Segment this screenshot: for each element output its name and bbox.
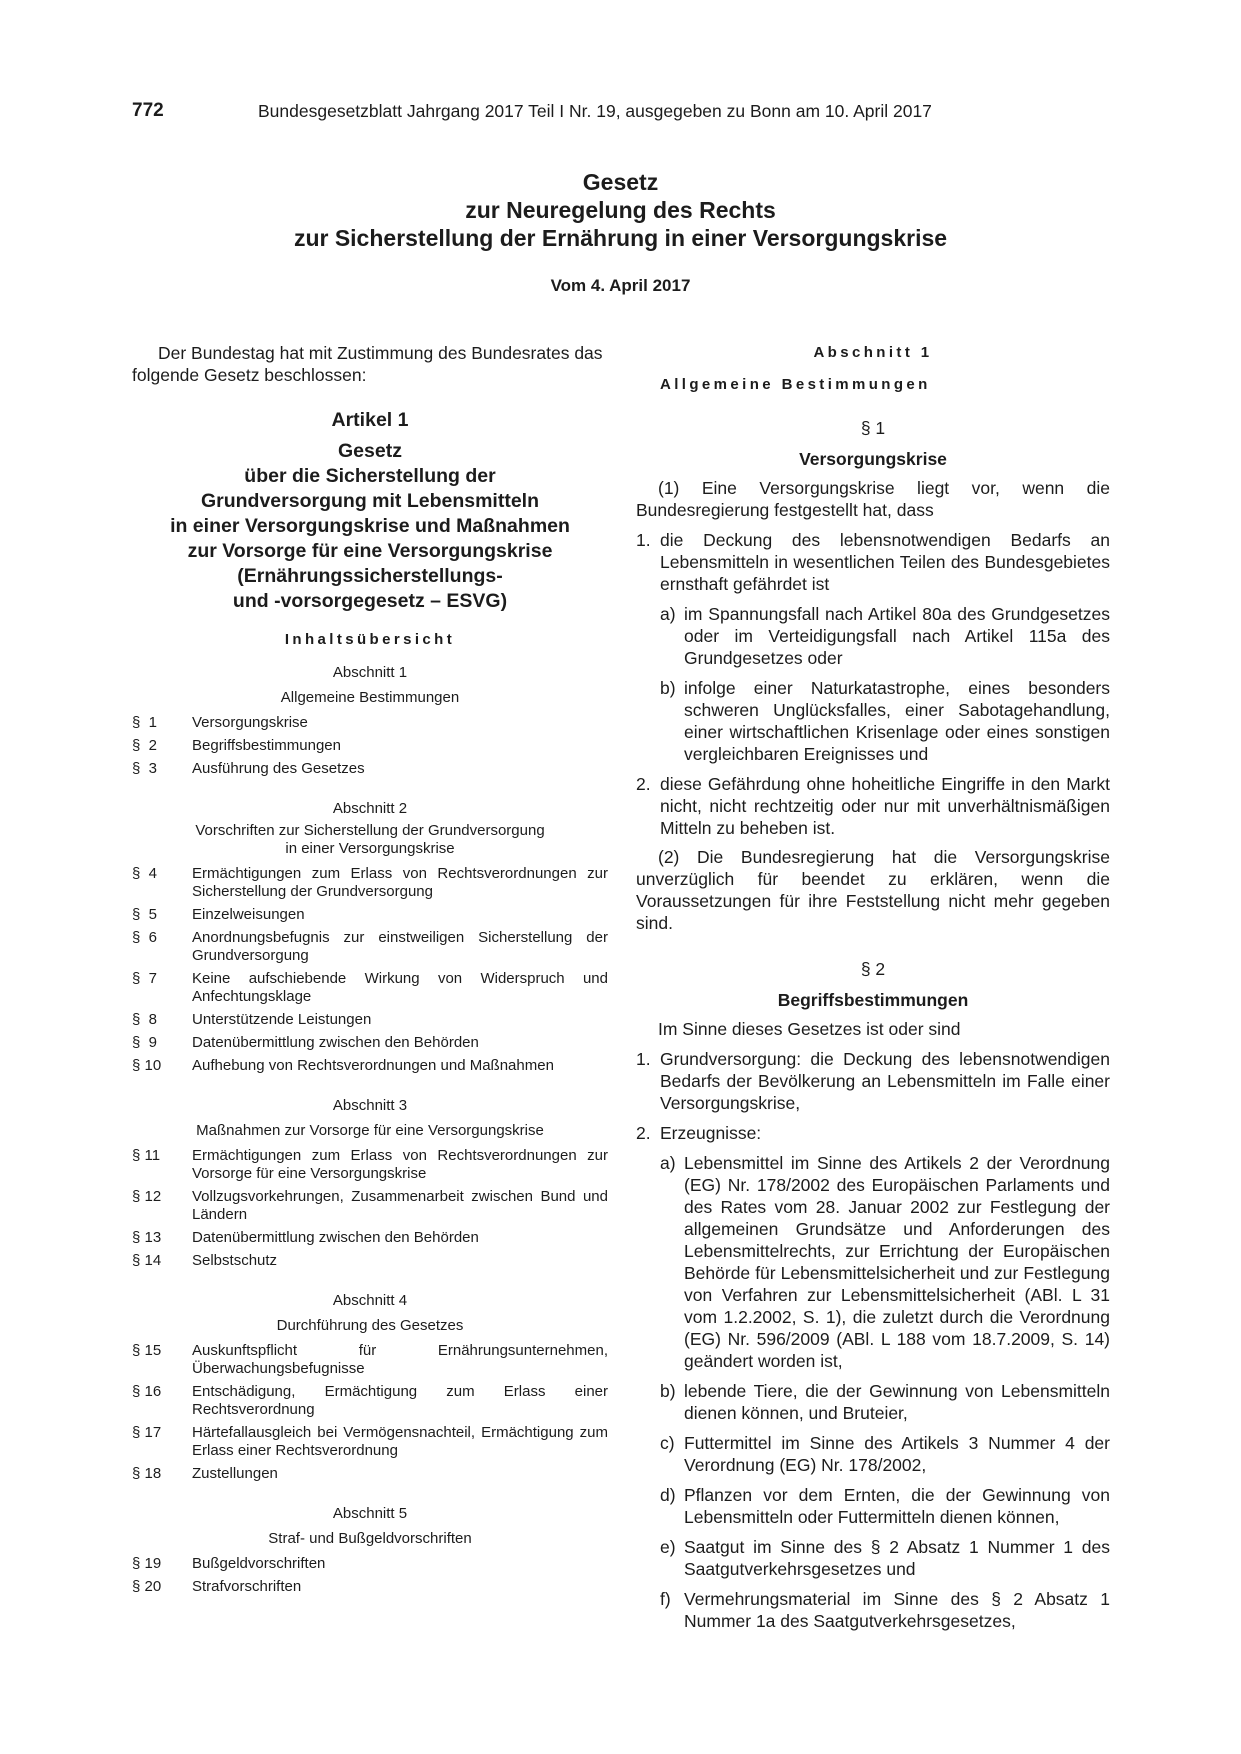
toc-entry (132, 906, 608, 924)
toc-paragraph-number: § 19 (132, 1555, 162, 1572)
table-of-contents (132, 664, 608, 1596)
article-law-title (132, 439, 608, 614)
toc-paragraph-title: Ermächtigungen zum Erlass von Rechtsverordnungen zur Sicherstellung der Grundversorgung (192, 865, 608, 900)
list-number: 1. (636, 1049, 651, 1069)
sub-text: Pflanzen vor dem Ernten, die der Gewinnung von Lebensmitteln oder Futtermitteln dienen können, (684, 1485, 1110, 1527)
toc-entry (132, 1342, 608, 1378)
paragraph-title: Versorgungskrise (799, 449, 947, 469)
toc-paragraph-number: § 5 (132, 906, 158, 923)
enactment-clause: Der Bundestag hat mit Zustimmung des Bundesrates das folgende Gesetz beschlossen: (132, 343, 603, 385)
toc-paragraph-number: § 16 (132, 1383, 162, 1400)
toc-paragraph-title: Ausführung des Gesetzes (192, 760, 365, 777)
sub-text: lebende Tiere, die der Gewinnung von Lebensmitteln dienen können, und Bruteier, (684, 1381, 1110, 1423)
toc-paragraph-title: Härtefallausgleich bei Vermögensnachteil, Ermächtigung zum Erlass einer Rechtsverordnung (192, 1424, 608, 1459)
section-number: Abschnitt 1 (813, 344, 933, 361)
toc-paragraph-number: § 4 (132, 865, 158, 882)
article-heading: Artikel 1 (331, 409, 409, 431)
article-title-line: Grundversorgung mit Lebensmitteln (200, 490, 540, 512)
list-item (636, 529, 1110, 595)
sub-item (660, 1432, 1110, 1476)
toc-paragraph-title: Ermächtigungen zum Erlass von Rechtsverordnungen zur Vorsorge für eine Versorgungskrise (192, 1147, 608, 1182)
paragraph-text: (2) Die Bundesregierung hat die Versorgungskrise unverzüglich für beendet zu erklären, wenn die Voraussetzungen für ihre Feststellung nicht mehr gegeben sind. (636, 847, 1110, 933)
title-line-1: Gesetz (582, 169, 659, 195)
toc-paragraph-number: § 9 (132, 1034, 158, 1051)
toc-paragraph-title: Aufhebung von Rechtsverordnungen und Maßnahmen (192, 1057, 554, 1074)
article-title-line: zur Vorsorge für eine Versorgungskrise (187, 540, 553, 562)
toc-paragraph-title: Anordnungsbefugnis zur einstweiligen Sicherstellung der Grundversorgung (192, 929, 608, 964)
toc-section-number: Abschnitt 1 (332, 664, 408, 681)
toc-section (132, 1097, 608, 1270)
paragraph-text: Im Sinne dieses Gesetzes ist oder sind (658, 1019, 961, 1039)
article-title-line: (Ernährungssicherstellungs- (237, 565, 503, 587)
title-line-2: zur Neuregelung des Rechts (465, 197, 776, 223)
toc-paragraph-title: Datenübermittlung zwischen den Behörden (192, 1229, 479, 1246)
toc-paragraph-title: Bußgeldvorschriften (192, 1555, 326, 1572)
toc-paragraph-number: § 13 (132, 1229, 162, 1246)
sub-item (660, 1536, 1110, 1580)
running-title: Bundesgesetzblatt Jahrgang 2017 Teil I Nr. 19, ausgegeben zu Bonn am 10. April 2017 (258, 101, 932, 121)
sub-text: im Spannungsfall nach Artikel 80a des Grundgesetzes oder im Verteidigungsfall nach Artikel 115a des Grundgesetzes oder (684, 604, 1110, 668)
list-text: Erzeugnisse: (660, 1123, 762, 1143)
toc-paragraph-number: § 12 (132, 1188, 162, 1205)
toc-section (132, 664, 608, 778)
list-number: 1. (636, 530, 651, 550)
page-number: 772 (132, 100, 164, 121)
article-title-line: und -vorsorgegesetz – ESVG) (232, 590, 508, 612)
toc-paragraph-title: Selbstschutz (192, 1252, 278, 1269)
sub-letter: e) (660, 1537, 676, 1557)
toc-section-number: Abschnitt 3 (332, 1097, 408, 1114)
toc-entry (132, 1252, 608, 1270)
sub-letter: a) (660, 604, 676, 624)
toc-entry (132, 929, 608, 965)
toc-entry (132, 1424, 608, 1460)
sub-text: Saatgut im Sinne des § 2 Absatz 1 Nummer 1 des Saatgutverkehrsgesetzes und (684, 1537, 1110, 1579)
toc-paragraph-number: § 10 (132, 1057, 162, 1074)
toc-paragraph-number: § 17 (132, 1424, 162, 1441)
toc-entry (132, 714, 608, 732)
toc-paragraph-title: Zustellungen (192, 1465, 278, 1482)
list-text: Grundversorgung: die Deckung des lebensnotwendigen Bedarfs der Bevölkerung an Lebensmitteln im Falle einer Versorgungskrise, (660, 1049, 1110, 1113)
running-header (132, 100, 1112, 124)
toc-entry (132, 1465, 608, 1483)
sub-item (660, 1152, 1110, 1372)
toc-section-number: Abschnitt 5 (332, 1505, 408, 1522)
sub-text: Lebensmittel im Sinne des Artikels 2 der Verordnung (EG) Nr. 178/2002 des Europäischen Parlaments und des Rates vom 28. Januar 2002 zur Festlegung der allgemeinen Grundsätze und Anforderungen des Lebensmittelrechts, zur Errichtung der Europäischen Behörde für Lebensmittelsicherheit und zur Festlegung von Verfahren zur Lebensmittelsicherheit (ABl. L 31 vom 1.2.2002, S. 1), die zuletzt durch die Verordnung (EG) Nr. 596/2009 (ABl. L 188 vom 18.7.2009, S. 14) geändert worden ist, (684, 1153, 1110, 1371)
list-item (636, 1122, 1110, 1144)
toc-paragraph-number: § 3 (132, 760, 158, 777)
sub-item (660, 1588, 1110, 1632)
toc-paragraph-title: Entschädigung, Ermächtigung zum Erlass einer Rechtsverordnung (192, 1383, 608, 1418)
toc-paragraph-number: § 18 (132, 1465, 162, 1482)
toc-section-title: Straf- und Bußgeldvorschriften (268, 1530, 472, 1547)
toc-section (132, 800, 608, 1075)
sub-item (660, 1380, 1110, 1424)
toc-entry (132, 1555, 608, 1573)
article-title-line: in einer Versorgungskrise und Maßnahmen (170, 515, 570, 537)
toc-section-title: Vorschriften zur Sicherstellung der Grundversorgung in einer Versorgungskrise (195, 822, 545, 857)
section-title: Allgemeine Bestimmungen (660, 376, 931, 393)
left-column (132, 342, 608, 1618)
toc-paragraph-number: § 15 (132, 1342, 162, 1359)
sub-letter: c) (660, 1433, 675, 1453)
title-line-3: zur Sicherstellung der Ernährung in einer Versorgungskrise (293, 225, 948, 251)
toc-paragraph-title: Keine aufschiebende Wirkung von Widerspruch und Anfechtungsklage (192, 970, 608, 1005)
toc-entry (132, 1011, 608, 1029)
toc-section-title: Allgemeine Bestimmungen (280, 689, 460, 706)
toc-paragraph-number: § 20 (132, 1578, 162, 1595)
list-number: 2. (636, 1123, 651, 1143)
right-column (636, 342, 1110, 1632)
toc-entry (132, 970, 608, 1006)
toc-entry (132, 1229, 608, 1247)
paragraph-text: (1) Eine Versorgungskrise liegt vor, wenn die Bundesregierung festgestellt hat, dass (636, 478, 1110, 520)
toc-heading: Inhaltsübersicht (284, 631, 456, 648)
sub-letter: b) (660, 1381, 676, 1401)
list-item (636, 773, 1110, 839)
toc-entry (132, 865, 608, 901)
toc-paragraph-title: Unterstützende Leistungen (192, 1011, 372, 1028)
article-title-line: Gesetz (338, 440, 402, 462)
toc-paragraph-number: § 11 (132, 1147, 161, 1164)
list-number: 2. (636, 774, 651, 794)
article-title-line: über die Sicherstellung der (244, 465, 496, 487)
toc-section (132, 1505, 608, 1596)
sub-letter: a) (660, 1153, 676, 1173)
toc-paragraph-title: Versorgungskrise (192, 714, 308, 731)
toc-entry (132, 1383, 608, 1419)
sub-letter: b) (660, 678, 676, 698)
sub-text: infolge einer Naturkatastrophe, eines besonders schweren Unglücksfalles, einer Sabotagehandlung, einer wirtschaftlichen Krisenlage oder eines sonstigen vergleichbaren Ereignisses und (684, 678, 1110, 764)
law-title (0, 168, 1241, 252)
sub-item (660, 677, 1110, 765)
toc-paragraph-title: Einzelweisungen (192, 906, 305, 923)
sub-letter: d) (660, 1485, 676, 1505)
sub-item (660, 603, 1110, 669)
law-date: Vom 4. April 2017 (550, 276, 691, 295)
toc-paragraph-number: § 1 (132, 714, 158, 731)
toc-paragraph-number: § 6 (132, 929, 158, 946)
paragraph-sign: § 1 (860, 418, 886, 438)
toc-entry (132, 1147, 608, 1183)
toc-section (132, 1292, 608, 1483)
toc-paragraph-title: Begriffsbestimmungen (192, 737, 341, 754)
list-text: die Deckung des lebensnotwendigen Bedarfs an Lebensmitteln in wesentlichen Teilen des Bundesgebietes ernsthaft gefährdet ist (660, 530, 1110, 594)
list-item (636, 1048, 1110, 1114)
toc-section-title: Maßnahmen zur Vorsorge für eine Versorgungskrise (196, 1122, 544, 1139)
toc-section-title: Durchführung des Gesetzes (276, 1317, 464, 1334)
toc-paragraph-title: Auskunftspflicht für Ernährungsunternehmen, Überwachungsbefugnisse (192, 1342, 608, 1377)
sub-item (660, 1484, 1110, 1528)
toc-entry (132, 1034, 608, 1052)
paragraph-title: Begriffsbestimmungen (777, 990, 969, 1010)
toc-paragraph-number: § 14 (132, 1252, 162, 1269)
list-text: diese Gefährdung ohne hoheitliche Eingriffe in den Markt nicht, nicht rechtzeitig oder nur mit unverhältnismäßigen Mitteln zu beheben ist. (660, 774, 1110, 838)
toc-paragraph-title: Vollzugsvorkehrungen, Zusammenarbeit zwischen Bund und Ländern (192, 1188, 608, 1223)
toc-entry (132, 1057, 608, 1075)
toc-paragraph-number: § 2 (132, 737, 158, 754)
sub-text: Futtermittel im Sinne des Artikels 3 Nummer 4 der Verordnung (EG) Nr. 178/2002, (684, 1433, 1110, 1475)
toc-paragraph-number: § 7 (132, 970, 158, 987)
toc-entry (132, 1578, 608, 1596)
toc-entry (132, 760, 608, 778)
toc-section-number: Abschnitt 4 (332, 1292, 408, 1309)
toc-paragraph-title: Strafvorschriften (192, 1578, 302, 1595)
toc-entry (132, 737, 608, 755)
toc-entry (132, 1188, 608, 1224)
sub-letter: f) (660, 1589, 671, 1609)
sub-text: Vermehrungsmaterial im Sinne des § 2 Absatz 1 Nummer 1a des Saatgutverkehrsgesetzes, (684, 1589, 1110, 1631)
paragraph-sign: § 2 (860, 959, 886, 979)
toc-paragraph-number: § 8 (132, 1011, 158, 1028)
toc-paragraph-title: Datenübermittlung zwischen den Behörden (192, 1034, 479, 1051)
toc-section-number: Abschnitt 2 (332, 800, 408, 817)
